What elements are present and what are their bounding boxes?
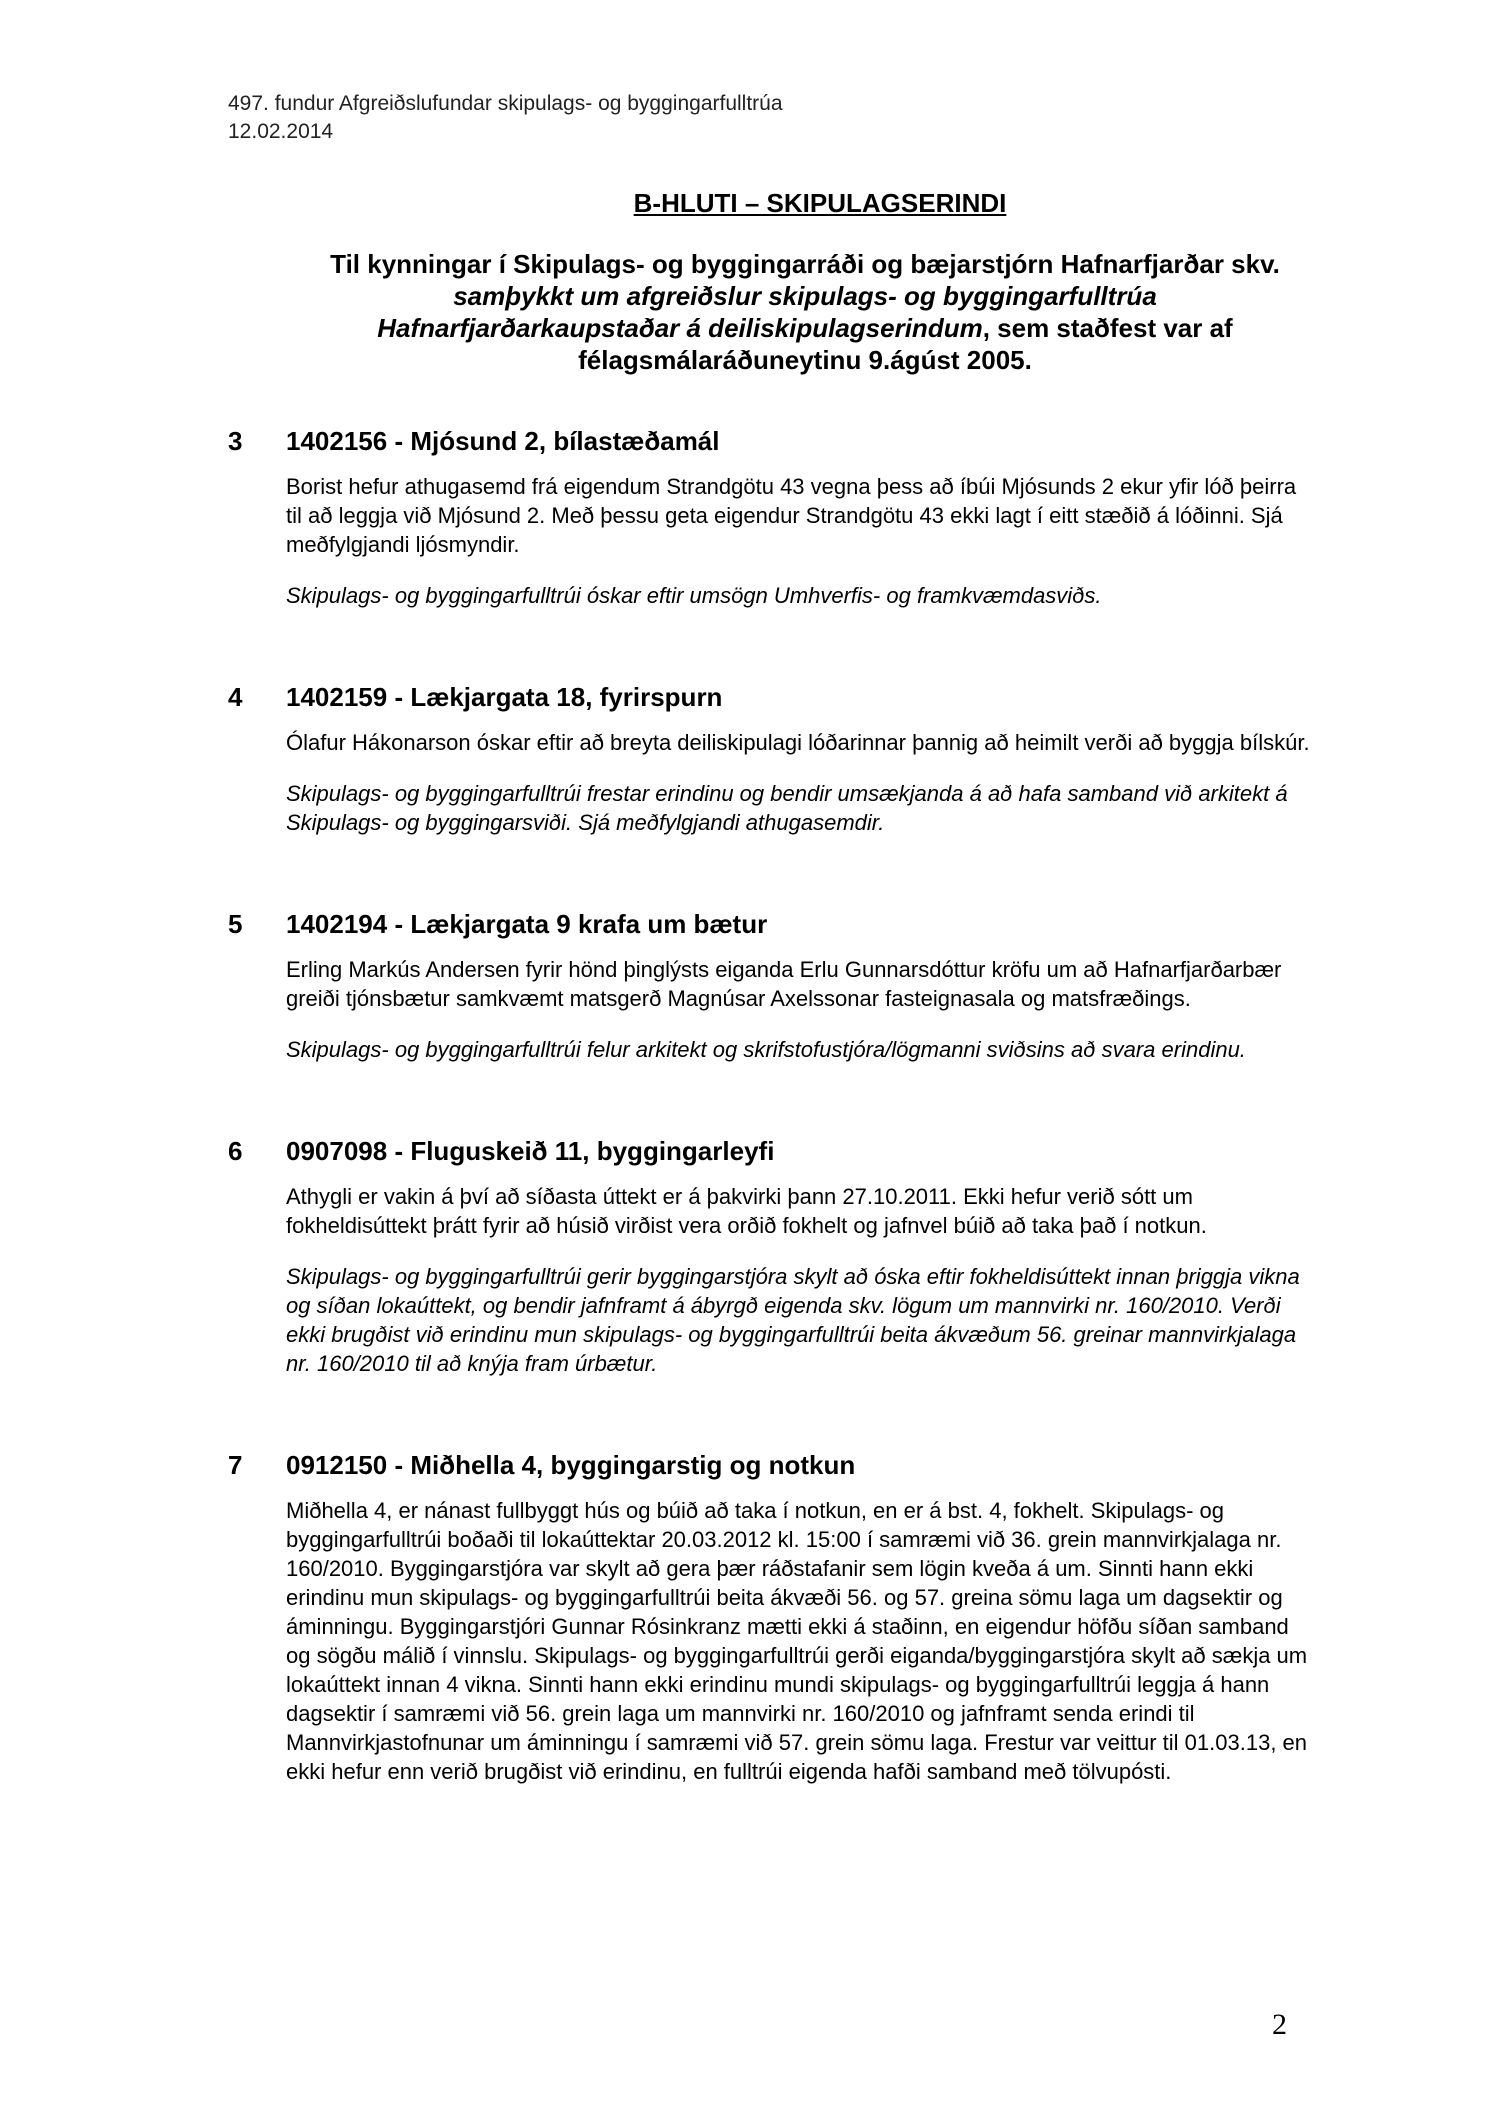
agenda-item — [228, 907, 1318, 1064]
section-title: B-HLUTI – SKIPULAGSERINDI — [633, 188, 1007, 218]
item-decision: Skipulags- og byggingarfulltrúi felur arkitekt og skrifstofustjóra/lögmanni sviðsins að svara erindinu. — [286, 1037, 1246, 1062]
item-title: 1402156 - Mjósund 2, bílastæðamál — [286, 426, 720, 456]
item-body: Miðhella 4, er nánast fullbyggt hús og búið að taka í notkun, en er á bst. 4, fokhelt. Skipulags- og byggingarfulltrúi boðaði til lokaúttektar 20.03.2012 kl. 15:00 í samræmi við 36. grein mannvirkjalaga nr. 160/2010. Byggingarstjóra var skylt að gera þær ráðstafanir sem lögin kveða á um. Sinnti hann ekki erindinu mun skipulags- og byggingarfulltrúi beita ákvæði 56. og 57. greina sömu laga um dagsektir og áminningu. Byggingarstjóri Gunnar Rósinkranz mætti ekki á staðinn, en eigendur höfðu síðan samband og sögðu málið í vinnslu. Skipulags- og byggingarfulltrúi gerði eiganda/byggingarstjóra skylt að sækja um lokaúttekt innan 4 vikna. Sinnti hann ekki erindinu mundi skipulags- og byggingarfulltrúi leggja á hann dagsektir í samræmi við 56. grein laga um mannvirki nr. 160/2010 og jafnframt senda erindi til Mannvirkjastofnunar um áminningu í samræmi við 57. grein sömu laga. Frestur var veittur til 01.03.13, en ekki hefur enn verið brugðist við erindinu, en fulltrúi eigenda hafði samband með tölvupósti. — [286, 1498, 1308, 1784]
meeting-date: 12.02.2014 — [228, 120, 334, 143]
agenda-item — [228, 680, 1318, 837]
intro-text-end: , sem staðfest var af félagsmálaráðuneytinu 9.ágúst 2005. — [578, 313, 1233, 375]
item-number: 5 — [228, 909, 243, 939]
item-number: 4 — [228, 682, 243, 712]
agenda-item — [228, 424, 1318, 610]
agenda-item — [228, 1448, 1318, 1786]
item-decision: Skipulags- og byggingarfulltrúi frestar erindinu og bendir umsækjanda á að hafa samband við arkitekt á Skipulags- og byggingarsviði. Sjá meðfylgjandi athugasemdir. — [286, 781, 1288, 835]
agenda-items — [228, 424, 1318, 1856]
item-title: 1402194 - Lækjargata 9 krafa um bætur — [286, 909, 768, 939]
item-title: 0912150 - Miðhella 4, byggingarstig og notkun — [286, 1450, 856, 1480]
item-decision: Skipulags- og byggingarfulltrúi óskar eftir umsögn Umhverfis- og framkvæmdasviðs. — [286, 583, 1102, 608]
item-body: Erling Markús Andersen fyrir hönd þinglýsts eiganda Erlu Gunnarsdóttur kröfu um að Hafnarfjarðarbær greiði tjónsbætur samkvæmt matsgerð Magnúsar Axelssonar fasteignasala og matsfræðings. — [286, 957, 1282, 1011]
page-number: 2 — [1272, 2008, 1287, 2041]
item-title: 0907098 - Fluguskeið 11, byggingarleyfi — [286, 1136, 775, 1166]
item-body: Borist hefur athugasemd frá eigendum Strandgötu 43 vegna þess að íbúi Mjósunds 2 ekur yfir lóð þeirra til að leggja við Mjósund 2. Með þessu geta eigendur Strandgötu 43 ekki lagt í eitt stæðið á lóðinni. Sjá meðfylgjandi ljósmyndir. — [286, 474, 1297, 557]
item-decision: Skipulags- og byggingarfulltrúi gerir byggingarstjóra skylt að óska eftir fokheldisúttekt innan þriggja vikna og síðan lokaúttekt, og bendir jafnframt á ábyrgð eigenda skv. lögum um mannvirki nr. 160/2010. Verði ekki brugðist við erindinu mun skipulags- og byggingarfulltrúi beita ákvæðum 56. greinar mannvirkjalaga nr. 160/2010 til að knýja fram úrbætur. — [286, 1264, 1300, 1376]
meeting-header — [228, 90, 783, 146]
item-number: 7 — [228, 1450, 243, 1480]
agenda-item — [228, 1134, 1318, 1378]
item-number: 6 — [228, 1136, 243, 1166]
intro-paragraph — [300, 248, 1310, 376]
item-body: Ólafur Hákonarson óskar eftir að breyta deiliskipulagi lóðarinnar þannig að heimilt verði að byggja bílskúr. — [286, 730, 1310, 755]
intro-text-start: Til kynningar í Skipulags- og byggingarráði og bæjarstjórn Hafnarfjarðar skv. — [330, 249, 1280, 279]
item-title: 1402159 - Lækjargata 18, fyrirspurn — [286, 682, 723, 712]
intro-text-italic: samþykkt um afgreiðslur skipulags- og byggingarfulltrúa Hafnarfjarðarkaupstaðar á deiliskipulagserindum — [377, 281, 1157, 343]
item-number: 3 — [228, 426, 243, 456]
meeting-title: 497. fundur Afgreiðslufundar skipulags- og byggingarfulltrúa — [228, 92, 783, 115]
item-body: Athygli er vakin á því að síðasta úttekt er á þakvirki þann 27.10.2011. Ekki hefur verið sótt um fokheldisúttekt þrátt fyrir að húsið virðist vera orðið fokhelt og jafnvel búið að taka það í notkun. — [286, 1184, 1207, 1238]
